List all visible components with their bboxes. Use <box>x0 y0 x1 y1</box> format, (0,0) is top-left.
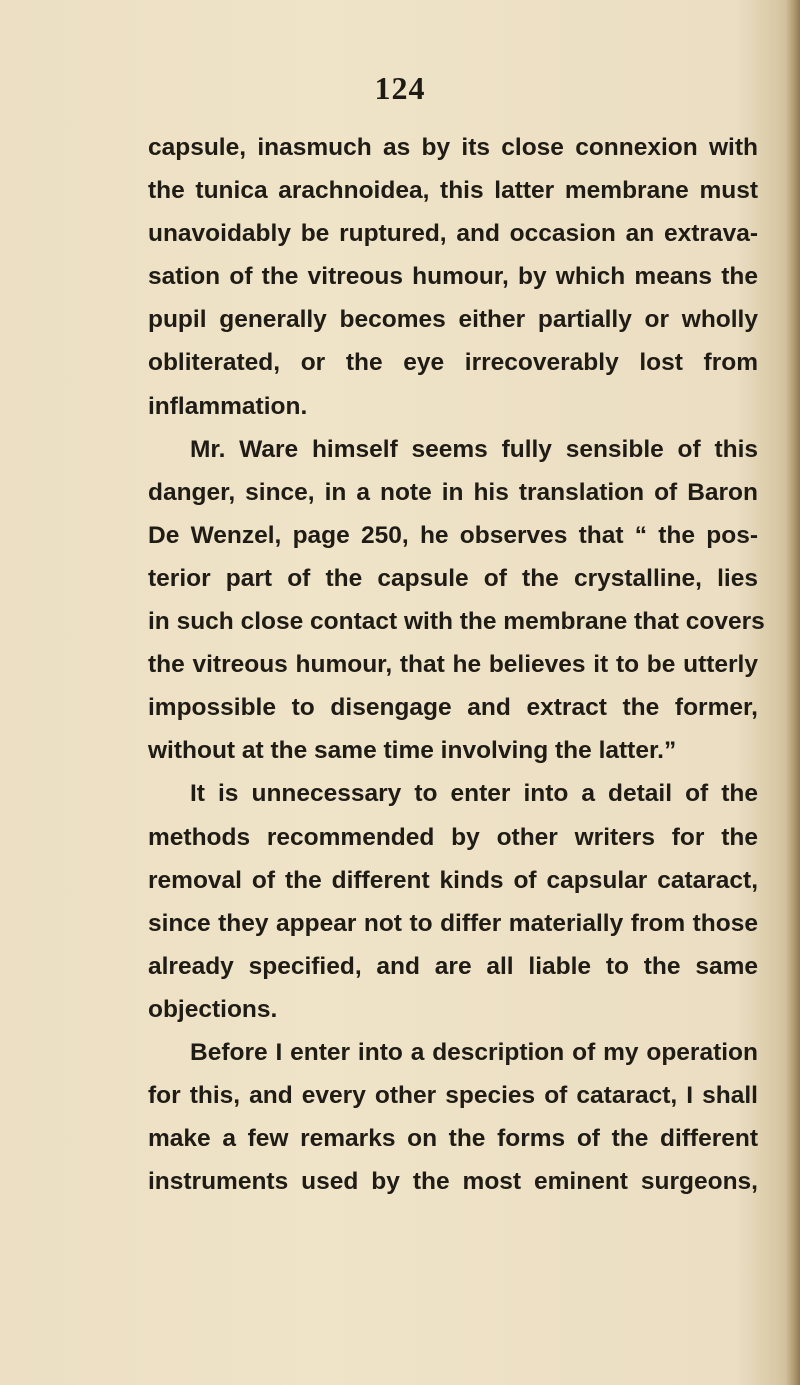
text-line: in such close contact with the membrane that covers <box>148 608 765 636</box>
page-edge-shadow <box>786 0 800 1385</box>
text-line: without at the same time involving the latter.” <box>148 737 677 765</box>
text-line: pupil generally becomes either partially or wholly <box>148 306 758 334</box>
text-line: impossible to disengage and extract the former, <box>148 694 758 722</box>
text-line: the tunica arachnoidea, this latter membrane must <box>148 177 758 205</box>
text-line: It is unnecessary to enter into a detail of the <box>190 780 758 808</box>
text-line: make a few remarks on the forms of the different <box>148 1125 758 1153</box>
text-line: already specified, and are all liable to the same <box>148 952 758 980</box>
text-line: methods recommended by other writers for the <box>148 823 758 851</box>
text-line: objections. <box>148 995 278 1023</box>
text-line: danger, since, in a note in his translation of Baron <box>148 478 758 506</box>
text-line: Before I enter into a description of my operation <box>190 1038 758 1066</box>
text-line: terior part of the capsule of the crystalline, lies <box>148 564 758 592</box>
text-line: the vitreous humour, that he believes it to be utterly <box>148 651 758 679</box>
page-number: 124 <box>374 70 426 106</box>
text-line: Mr. Ware himself seems fully sensible of this <box>190 435 758 463</box>
text-line: removal of the different kinds of capsular cataract, <box>148 866 758 894</box>
text-line: since they appear not to differ materially from those <box>148 909 758 937</box>
text-line: sation of the vitreous humour, by which means the <box>148 263 758 291</box>
text-line: for this, and every other species of cataract, I shall <box>148 1082 758 1110</box>
body-text <box>148 126 765 1203</box>
text-line: instruments used by the most eminent surgeons, <box>148 1168 758 1196</box>
text-line: De Wenzel, page 250, he observes that “ the pos- <box>148 521 758 549</box>
text-line: unavoidably be ruptured, and occasion an extrava- <box>148 220 758 248</box>
text-line: capsule, inasmuch as by its close connexion with <box>148 134 758 161</box>
text-line: inflammation. <box>148 392 308 420</box>
text-line: obliterated, or the eye irrecoverably lost from <box>148 349 758 377</box>
